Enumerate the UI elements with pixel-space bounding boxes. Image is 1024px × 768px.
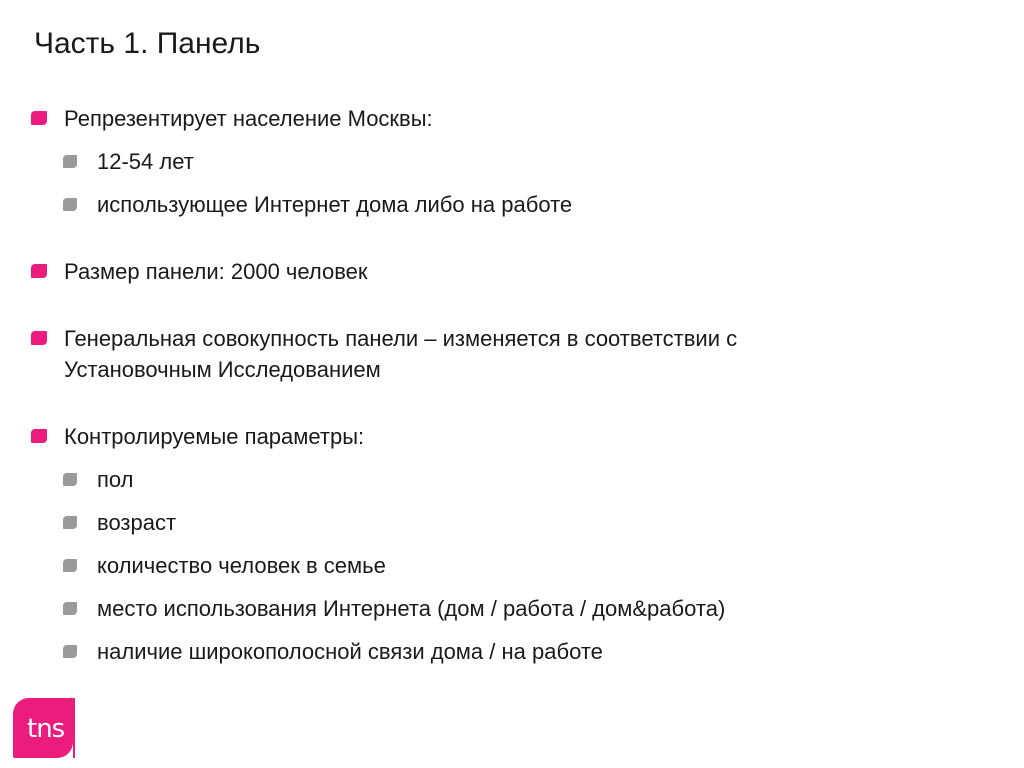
logo-text: tns — [27, 714, 65, 744]
sub-bullet-item: возраст — [97, 510, 177, 535]
pink-bullet-icon — [31, 264, 47, 278]
logo-edge — [73, 698, 75, 758]
sub-bullet-item: 12-54 лет — [97, 149, 194, 174]
slide-title: Часть 1. Панель — [34, 27, 261, 60]
gray-bullet-icon — [63, 602, 77, 615]
gray-bullet-icon — [63, 155, 77, 168]
gray-bullet-icon — [63, 516, 77, 529]
sub-bullet-item: наличие широкополосной связи дома / на работе — [97, 639, 603, 664]
gray-bullet-icon — [63, 645, 77, 658]
trademark-icon: ™ — [70, 697, 75, 703]
gray-bullet-icon — [63, 473, 77, 486]
gray-bullet-icon — [63, 559, 77, 572]
sub-bullet-item: пол — [97, 467, 134, 492]
bullet-item: Генеральная совокупность панели – изменяется в соответствии с Установочным Исследованием — [64, 326, 738, 382]
sub-bullet-item: использующее Интернет дома либо на работе — [97, 192, 573, 217]
pink-bullet-icon — [31, 331, 47, 345]
pink-bullet-icon — [31, 429, 47, 443]
pink-bullet-icon — [31, 111, 47, 125]
sub-bullet-item: место использования Интернета (дом / работа / дом&работа) — [97, 596, 726, 621]
bullet-item: Репрезентирует население Москвы: — [64, 106, 433, 131]
sub-bullet-item: количество человек в семье — [97, 553, 386, 578]
bullet-item: Размер панели: 2000 человек — [64, 259, 368, 284]
bullet-item: Контролируемые параметры: — [64, 424, 365, 449]
gray-bullet-icon — [63, 198, 77, 211]
tns-logo — [13, 698, 73, 758]
